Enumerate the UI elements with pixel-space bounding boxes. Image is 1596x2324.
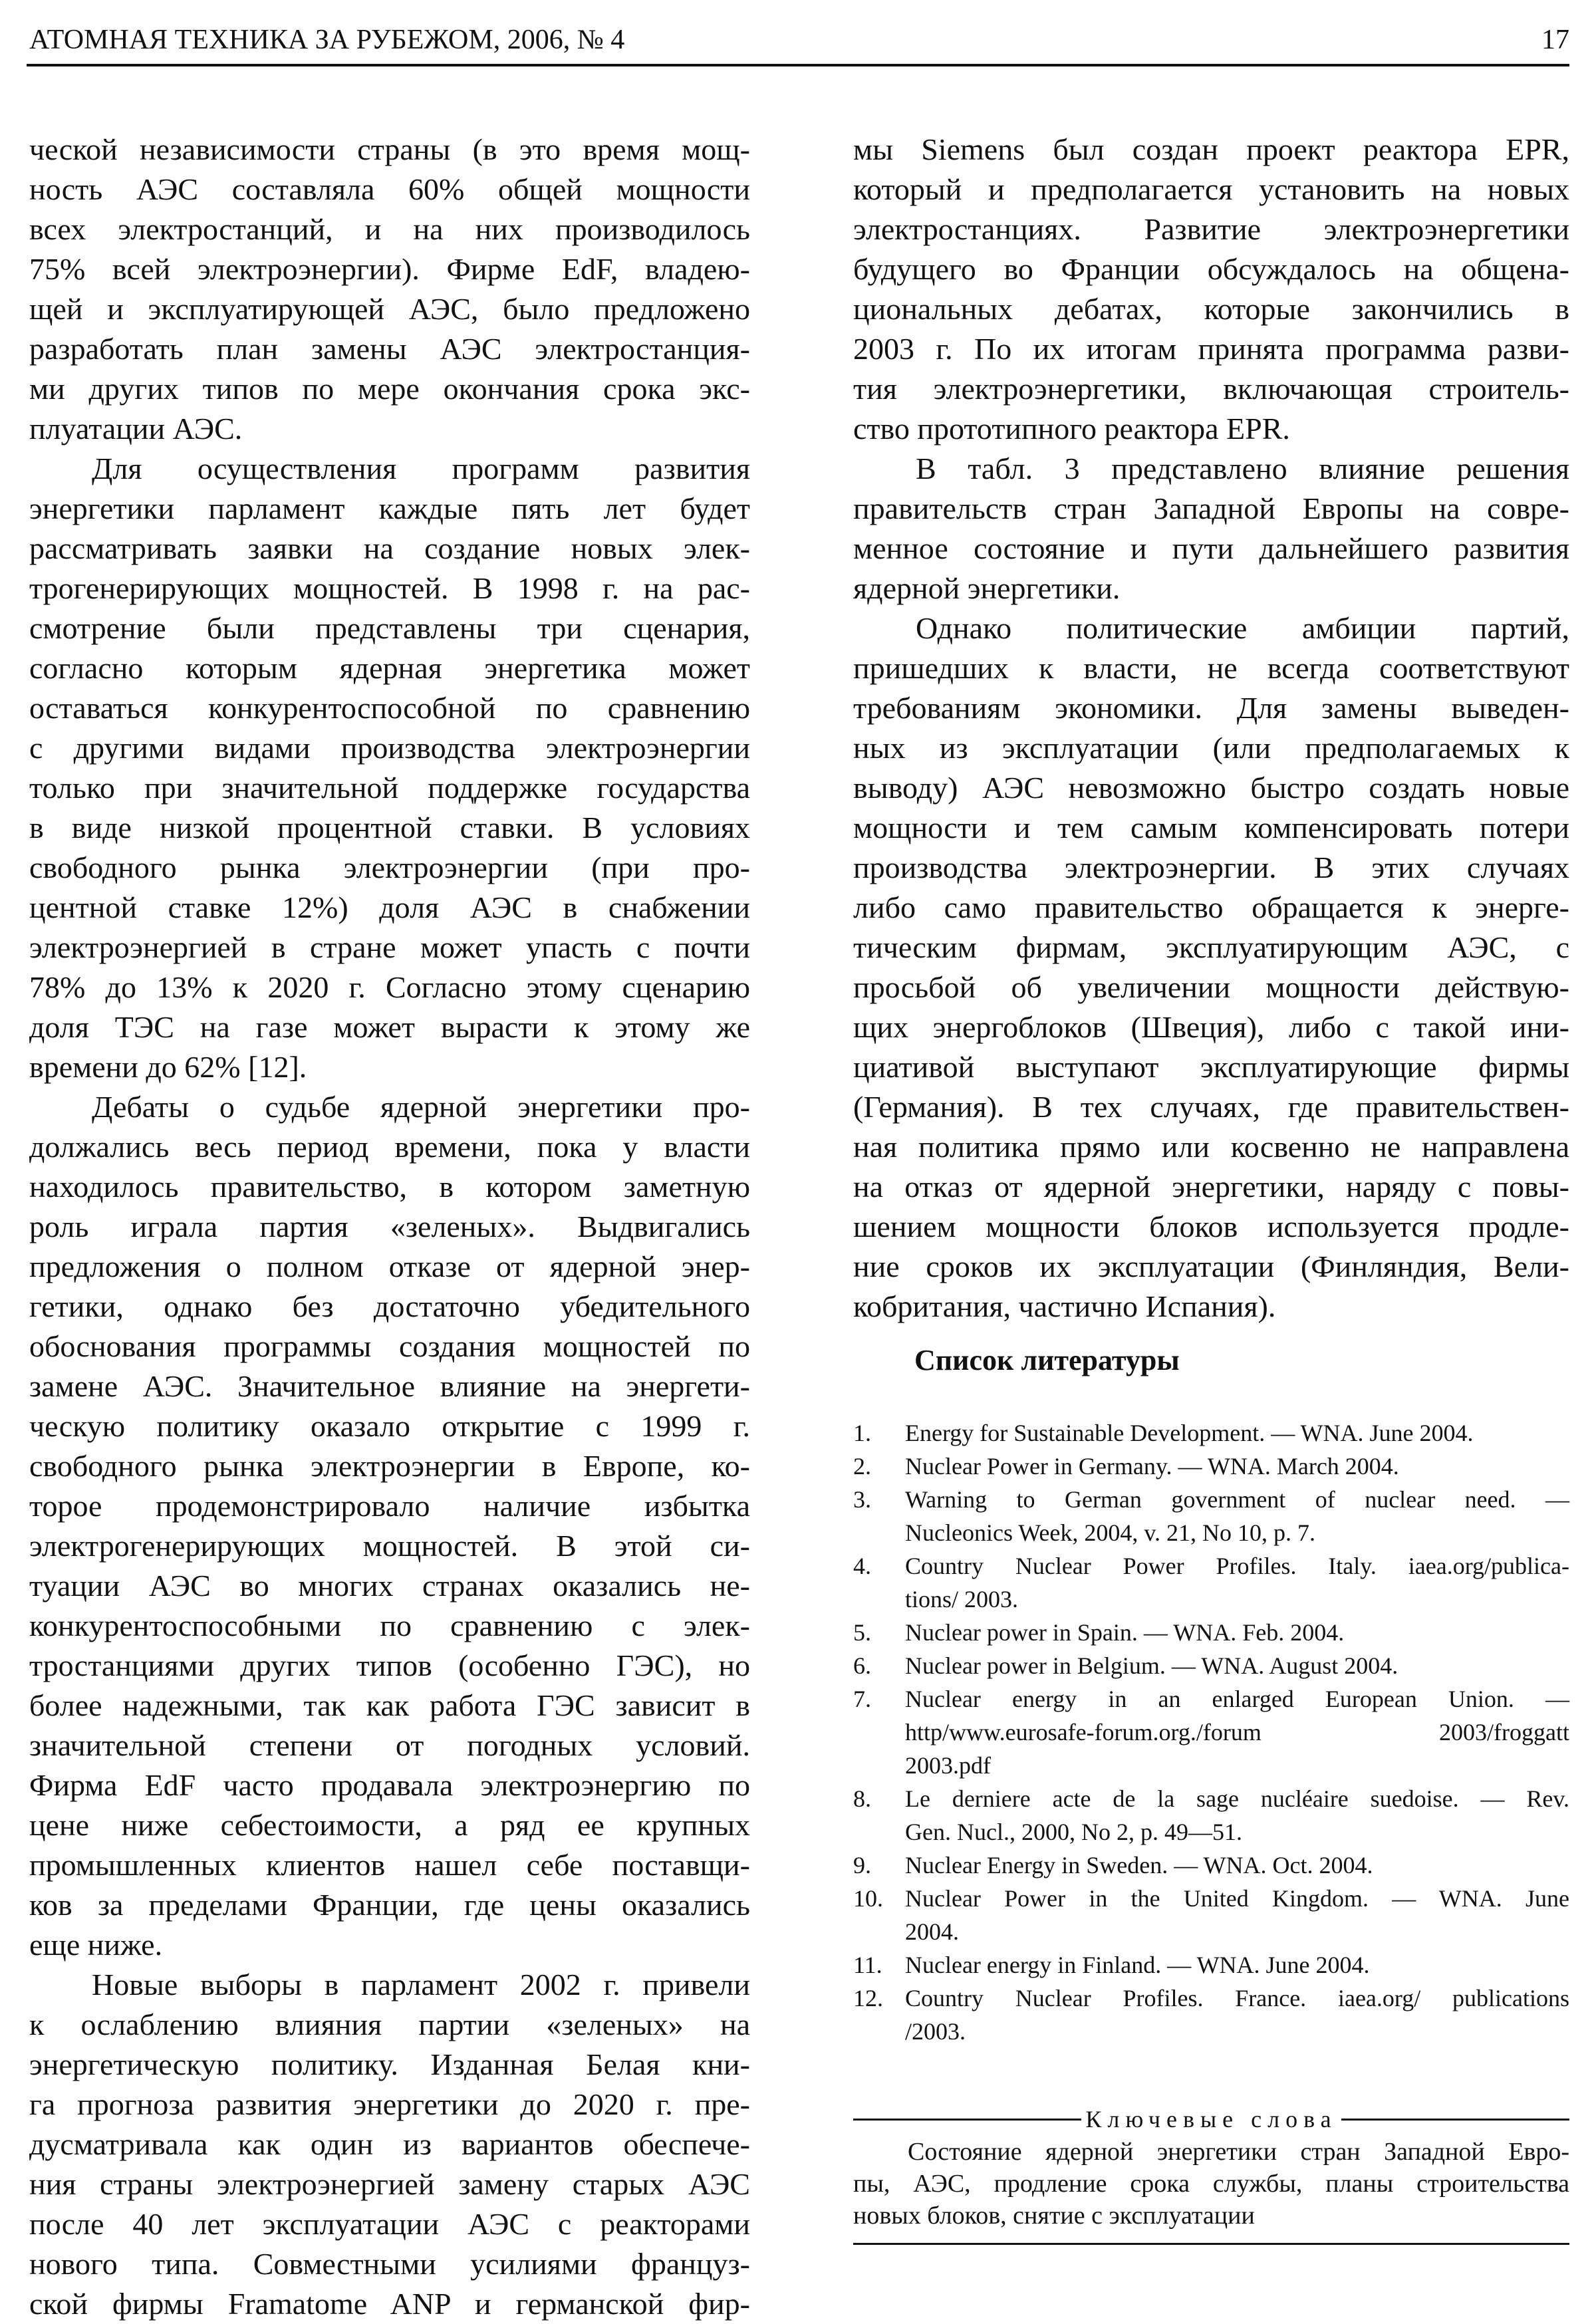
reference-text bbox=[905, 1982, 1569, 2048]
text-line: доля ТЭС на газе может вырасти к этому же bbox=[29, 1010, 750, 1044]
reference-line: Nuclear Power in the United Kingdom. — WNA. June bbox=[905, 1885, 1569, 1912]
reference-item bbox=[853, 1616, 1569, 1649]
reference-line: http/www.eurosafe-forum.org./forum 2003/froggatt bbox=[905, 1719, 1569, 1745]
text-line: менное состояние и пути дальнейшего развития bbox=[853, 531, 1569, 565]
keywords-line: пы, АЭС, продление срока службы, планы строительства bbox=[853, 2170, 1569, 2198]
keywords-title: Ключевые слова bbox=[1085, 2106, 1337, 2132]
reference-number: 9. bbox=[853, 1852, 871, 1878]
text-line: ков за пределами Франции, где цены оказались bbox=[29, 1888, 750, 1922]
text-line: мы Siemens был создан проект реактора EPR, bbox=[853, 132, 1569, 166]
text-line: всех электростанций, и на них производилось bbox=[29, 212, 750, 246]
text-line: значительной степени от погодных условий. bbox=[29, 1728, 750, 1762]
paragraph bbox=[853, 130, 1569, 449]
text-line: 2003 г. По их итогам принята программа разви- bbox=[853, 332, 1569, 366]
text-line: В табл. 3 представлено влияние решения bbox=[916, 452, 1569, 485]
reference-line: Nuclear power in Belgium. — WNA. August 2004. bbox=[905, 1652, 1398, 1679]
text-line: предложения о полном отказе от ядерной энер- bbox=[29, 1249, 750, 1283]
text-line: Новые выборы в парламент 2002 г. привели bbox=[92, 1968, 750, 2001]
paragraph bbox=[853, 608, 1569, 1327]
reference-number: 11. bbox=[853, 1952, 882, 1978]
reference-text bbox=[905, 1782, 1569, 1849]
text-line: на отказ от ядерной энергетики, наряду с повы- bbox=[853, 1170, 1569, 1204]
text-line: времени до 62% [12]. bbox=[29, 1050, 307, 1084]
references-list bbox=[853, 1416, 1569, 2048]
text-line: смотрение были представлены три сценария, bbox=[29, 611, 750, 645]
text-line: 78% до 13% к 2020 г. Согласно этому сценарию bbox=[29, 970, 750, 1004]
text-line: свободного рынка электроэнергии (при про- bbox=[29, 850, 750, 884]
text-line: ние сроков их эксплуатации (Финляндия, Вели- bbox=[853, 1249, 1569, 1283]
reference-line: Nuclear Power in Germany. — WNA. March 2004. bbox=[905, 1453, 1399, 1480]
paragraph bbox=[29, 1087, 750, 1965]
page-number: 17 bbox=[1541, 25, 1569, 55]
reference-number: 3. bbox=[853, 1486, 871, 1513]
text-line: конкурентоспособными по сравнению с элек- bbox=[29, 1609, 750, 1642]
text-line: согласно которым ядерная энергетика может bbox=[29, 651, 750, 685]
paragraph bbox=[29, 130, 750, 449]
reference-line: /2003. bbox=[905, 2018, 966, 2045]
keywords-line: новых блоков, снятие с эксплуатации bbox=[853, 2202, 1255, 2230]
reference-number: 6. bbox=[853, 1652, 871, 1679]
text-line: ния страны электроэнергией замену старых АЭС bbox=[29, 2167, 750, 2201]
reference-number: 5. bbox=[853, 1619, 871, 1646]
reference-line: 2004. bbox=[905, 1918, 959, 1945]
text-line: электроэнергией в стране может упасть с почти bbox=[29, 930, 750, 964]
text-line: выводу) АЭС невозможно быстро создать новые bbox=[853, 771, 1569, 805]
text-line: свободного рынка электроэнергии в Европе, ко- bbox=[29, 1449, 750, 1483]
reference-number: 4. bbox=[853, 1553, 871, 1579]
text-line: гетики, однако без достаточно убедительного bbox=[29, 1289, 750, 1323]
reference-line: Energy for Sustainable Development. — WNA. June 2004. bbox=[905, 1420, 1474, 1446]
text-line: ная политика прямо или косвенно не направлена bbox=[853, 1130, 1569, 1164]
journal-title: АТОМНАЯ ТЕХНИКА ЗА РУБЕЖОМ, 2006, № 4 bbox=[29, 25, 625, 55]
reference-item bbox=[853, 1849, 1569, 1882]
text-line: еще ниже. bbox=[29, 1928, 163, 1962]
paragraph bbox=[29, 449, 750, 1087]
text-line: к ослаблению влияния партии «зеленых» на bbox=[29, 2007, 750, 2041]
text-line: тростанциями других типов (особенно ГЭС), но bbox=[29, 1648, 750, 1682]
text-line: производства электроэнергии. В этих случаях bbox=[853, 850, 1569, 884]
text-line: цене ниже себестоимости, а ряд ее крупных bbox=[29, 1808, 750, 1842]
text-line: тия электроэнергетики, включающая строитель- bbox=[853, 372, 1569, 406]
text-line: промышленных клиентов нашел себе поставщи- bbox=[29, 1848, 750, 1882]
text-line: плуатации АЭС. bbox=[29, 412, 243, 446]
reference-text bbox=[905, 1416, 1569, 1450]
reference-line: Nuclear power in Spain. — WNA. Feb. 2004. bbox=[905, 1619, 1345, 1646]
reference-line: Warning to German government of nuclear need. — bbox=[905, 1486, 1569, 1513]
reference-line: tions/ 2003. bbox=[905, 1586, 1019, 1613]
reference-text bbox=[905, 1549, 1569, 1616]
reference-item bbox=[853, 1682, 1569, 1782]
text-line: ядерной энергетики. bbox=[853, 571, 1121, 605]
text-line: рассматривать заявки на создание новых элек- bbox=[29, 531, 750, 565]
text-line: ми других типов по мере окончания срока экс- bbox=[29, 372, 750, 406]
reference-text bbox=[905, 1682, 1569, 1782]
text-line: требованиям экономики. Для замены выведен- bbox=[853, 691, 1569, 725]
text-line: Фирма EdF часто продавала электроэнергию по bbox=[29, 1768, 750, 1802]
text-line: щей и эксплуатирующей АЭС, было предложено bbox=[29, 292, 750, 326]
keywords-rule-left bbox=[853, 2119, 1081, 2121]
text-line: ческую политику оказало открытие с 1999 г. bbox=[29, 1409, 750, 1443]
keywords-line: Состояние ядерной энергетики стран Западной Евро- bbox=[908, 2138, 1569, 2166]
reference-number: 10. bbox=[853, 1885, 883, 1912]
text-line: туации АЭС во многих странах оказались не- bbox=[29, 1569, 750, 1603]
keywords-header bbox=[853, 2103, 1569, 2136]
reference-line: Country Nuclear Profiles. France. iaea.org/ publications bbox=[905, 1985, 1569, 2011]
text-line: (Германия). В тех случаях, где правительствен- bbox=[853, 1090, 1569, 1124]
text-line: 75% всей электроэнергии). Фирме EdF, владею- bbox=[29, 252, 750, 286]
text-line: щих энергоблоков (Швеция), либо с такой ини- bbox=[853, 1010, 1569, 1044]
text-line: циональных дебатах, которые закончились в bbox=[853, 292, 1569, 326]
text-line: ность АЭС составляла 60% общей мощности bbox=[29, 172, 750, 206]
reference-text bbox=[905, 1483, 1569, 1549]
text-line: роль играла партия «зеленых». Выдвигались bbox=[29, 1210, 750, 1243]
text-line: энергетики парламент каждые пять лет будет bbox=[29, 491, 750, 525]
text-line: только при значительной поддержке государства bbox=[29, 771, 750, 805]
text-line: га прогноза развития энергетики до 2020 г. пре- bbox=[29, 2087, 750, 2121]
text-line: торое продемонстрировало наличие избытка bbox=[29, 1489, 750, 1523]
reference-number: 2. bbox=[853, 1453, 871, 1480]
reference-text bbox=[905, 1450, 1569, 1483]
text-line: центной ставке 12%) доля АЭС в снабжении bbox=[29, 890, 750, 924]
references-heading: Список литературы bbox=[914, 1344, 1180, 1376]
keywords-bottom-rule bbox=[853, 2243, 1569, 2245]
reference-item bbox=[853, 1882, 1569, 1948]
reference-text bbox=[905, 1649, 1569, 1682]
text-line: энергетическую политику. Изданная Белая кни- bbox=[29, 2047, 750, 2081]
text-line: ных из эксплуатации (или предполагаемых к bbox=[853, 731, 1569, 765]
text-line: шением мощности блоков используется продле- bbox=[853, 1210, 1569, 1243]
text-line: будущего во Франции обсуждалось на общена- bbox=[853, 252, 1569, 286]
reference-item bbox=[853, 1782, 1569, 1849]
text-line: Однако политические амбиции партий, bbox=[916, 611, 1569, 645]
text-line: разработать план замены АЭС электростанция- bbox=[29, 332, 750, 366]
reference-text bbox=[905, 1948, 1569, 1982]
text-line: должались весь период времени, пока у власти bbox=[29, 1130, 750, 1164]
text-line: ческой независимости страны (в это время мощ- bbox=[29, 132, 750, 166]
reference-item bbox=[853, 1982, 1569, 2048]
text-line: ской фирмы Framatome ANP и германской фир- bbox=[29, 2287, 750, 2321]
reference-number: 8. bbox=[853, 1785, 871, 1812]
text-line: трогенерирующих мощностей. В 1998 г. на рас- bbox=[29, 571, 750, 605]
reference-line: Country Nuclear Power Profiles. Italy. iaea.org/publica- bbox=[905, 1553, 1569, 1579]
text-line: Для осуществления программ развития bbox=[92, 452, 750, 485]
text-line: циативой выступают эксплуатирующие фирмы bbox=[853, 1050, 1569, 1084]
reference-item bbox=[853, 1549, 1569, 1616]
text-line: нового типа. Совместными усилиями француз- bbox=[29, 2247, 750, 2281]
reference-number: 12. bbox=[853, 1985, 883, 2011]
reference-number: 1. bbox=[853, 1420, 871, 1446]
text-line: либо само правительство обращается к энерге- bbox=[853, 890, 1569, 924]
text-line: мощности и тем самым компенсировать потери bbox=[853, 811, 1569, 844]
paragraph bbox=[29, 1965, 750, 2324]
paragraph bbox=[853, 449, 1569, 608]
reference-item bbox=[853, 1483, 1569, 1549]
reference-line: Nuclear Energy in Sweden. — WNA. Oct. 2004. bbox=[905, 1852, 1373, 1878]
keywords-text bbox=[853, 2136, 1569, 2232]
running-header bbox=[29, 20, 1569, 60]
text-line: который и предполагается установить на новых bbox=[853, 172, 1569, 206]
reference-item bbox=[853, 1649, 1569, 1682]
reference-item bbox=[853, 1948, 1569, 1982]
text-line: оставаться конкурентоспособной по сравнению bbox=[29, 691, 750, 725]
reference-line: Nuclear energy in Finland. — WNA. June 2004. bbox=[905, 1952, 1370, 1978]
header-rule bbox=[27, 64, 1569, 66]
text-line: после 40 лет эксплуатации АЭС с реакторами bbox=[29, 2207, 750, 2241]
reference-number: 7. bbox=[853, 1686, 871, 1712]
text-line: электрогенерирующих мощностей. В этой си- bbox=[29, 1529, 750, 1563]
text-line: просьбой об увеличении мощности действую- bbox=[853, 970, 1569, 1004]
text-line: ство прототипного реактора EPR. bbox=[853, 412, 1290, 446]
text-line: с другими видами производства электроэнергии bbox=[29, 731, 750, 765]
text-line: пришедших к власти, не всегда соответствуют bbox=[853, 651, 1569, 685]
reference-line: 2003.pdf bbox=[905, 1752, 991, 1779]
reference-text bbox=[905, 1849, 1569, 1882]
text-line: правительств стран Западной Европы на совре- bbox=[853, 491, 1569, 525]
left-text-column bbox=[29, 130, 750, 2324]
keywords-rule-right bbox=[1341, 2119, 1569, 2121]
text-line: в виде низкой процентной ставки. В условиях bbox=[29, 811, 750, 844]
right-text-column bbox=[853, 130, 1569, 1327]
reference-item bbox=[853, 1450, 1569, 1483]
text-line: тическим фирмам, эксплуатирующим АЭС, с bbox=[853, 930, 1569, 964]
reference-line: Le derniere acte de la sage nucléaire suedoise. — Rev. bbox=[905, 1785, 1569, 1812]
text-line: Дебаты о судьбе ядерной энергетики про- bbox=[92, 1090, 750, 1124]
reference-line: Gen. Nucl., 2000, No 2, p. 49—51. bbox=[905, 1819, 1242, 1845]
text-line: находилось правительство, в котором заметную bbox=[29, 1170, 750, 1204]
text-line: кобритания, частично Испания). bbox=[853, 1289, 1276, 1323]
text-line: более надежными, так как работа ГЭС зависит в bbox=[29, 1688, 750, 1722]
reference-text bbox=[905, 1882, 1569, 1948]
text-line: обоснования программы создания мощностей по bbox=[29, 1329, 750, 1363]
text-line: замене АЭС. Значительное влияние на энергети- bbox=[29, 1369, 750, 1403]
text-line: дусматривала как один из вариантов обеспече- bbox=[29, 2127, 750, 2161]
reference-line: Nuclear energy in an enlarged European Union. — bbox=[905, 1686, 1569, 1712]
text-line: электростанциях. Развитие электроэнергетики bbox=[853, 212, 1569, 246]
reference-text bbox=[905, 1616, 1569, 1649]
reference-item bbox=[853, 1416, 1569, 1450]
reference-line: Nucleonics Week, 2004, v. 21, No 10, p. 7. bbox=[905, 1519, 1316, 1546]
